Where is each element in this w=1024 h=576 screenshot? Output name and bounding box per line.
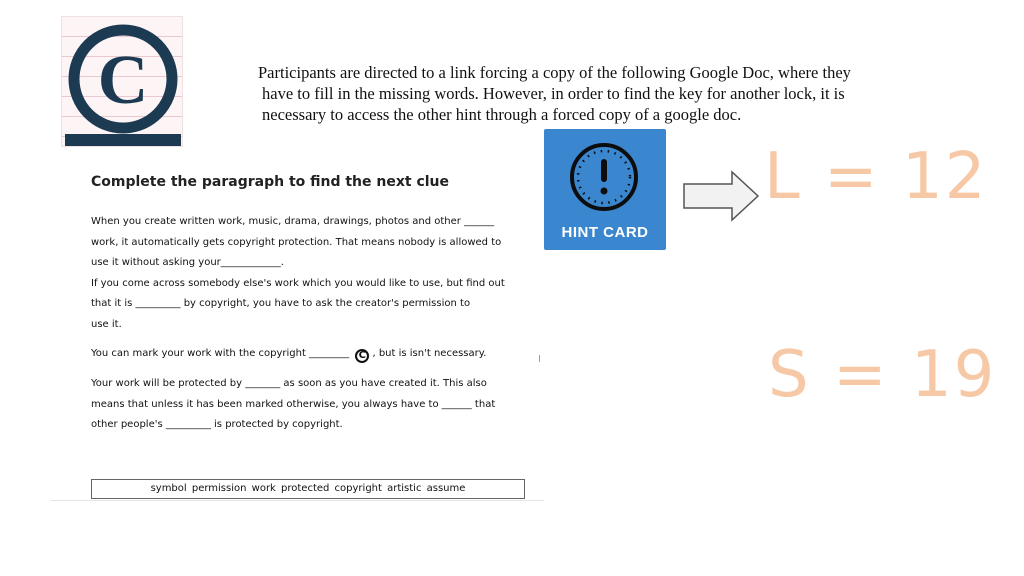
equation-s: S = 19 [768, 338, 997, 412]
intro-line: Participants are directed to a link forcing a copy of the following Google Doc, where they [258, 63, 851, 82]
paragraph-line: If you come across somebody else's work which you would like to use, but find out [91, 277, 505, 289]
copyright-icon [62, 17, 184, 148]
paragraph-text: You can mark your work with the copyright ________ [91, 348, 350, 359]
paragraph-line: other people's _________ is protected by copyright. [91, 419, 343, 430]
copyright-symbol-icon: C [355, 349, 369, 363]
paragraph-line: means that unless it has been marked otherwise, you always have to ______ that [91, 398, 496, 410]
equation-l: L = 12 [764, 140, 988, 214]
paragraph-line: Your work will be protected by _______ as soon as you have created it. This also [91, 378, 487, 389]
paragraph-1 [91, 212, 531, 335]
paragraph-line: use it. [91, 318, 122, 330]
hint-card-label: HINT CARD [561, 224, 649, 241]
intro-line: necessary to access the other hint through a forced copy of a google doc. [262, 105, 742, 124]
paragraph-3 [91, 374, 531, 436]
copyright-logo [61, 16, 183, 147]
word-bank: symbol permission work protected copyright artistic assume [91, 479, 525, 499]
paragraph-line: use it without asking your____________. [91, 257, 284, 268]
right-arrow-icon [682, 170, 760, 222]
intro-line: have to fill in the missing words. However, in order to find the key for another lock, it is [262, 84, 845, 103]
paragraph-text: , but is isn't necessary. [372, 348, 487, 359]
stray-mark: I [538, 354, 541, 365]
hint-card[interactable] [544, 129, 666, 250]
worksheet-title: Complete the paragraph to find the next clue [91, 174, 450, 190]
paragraph-line [91, 344, 531, 365]
paragraph-line: that it is _________ by copyright, you have to ask the creator's permission to [91, 298, 471, 309]
copyright-letter: C [97, 42, 149, 119]
intro-text [258, 62, 948, 125]
worksheet-document [50, 158, 544, 501]
paragraph-2 [91, 344, 531, 365]
paragraph-line: work, it automatically gets copyright protection. That means nobody is allowed to [91, 236, 502, 248]
paragraph-line: When you create written work, music, drama, drawings, photos and other ______ [91, 216, 495, 227]
